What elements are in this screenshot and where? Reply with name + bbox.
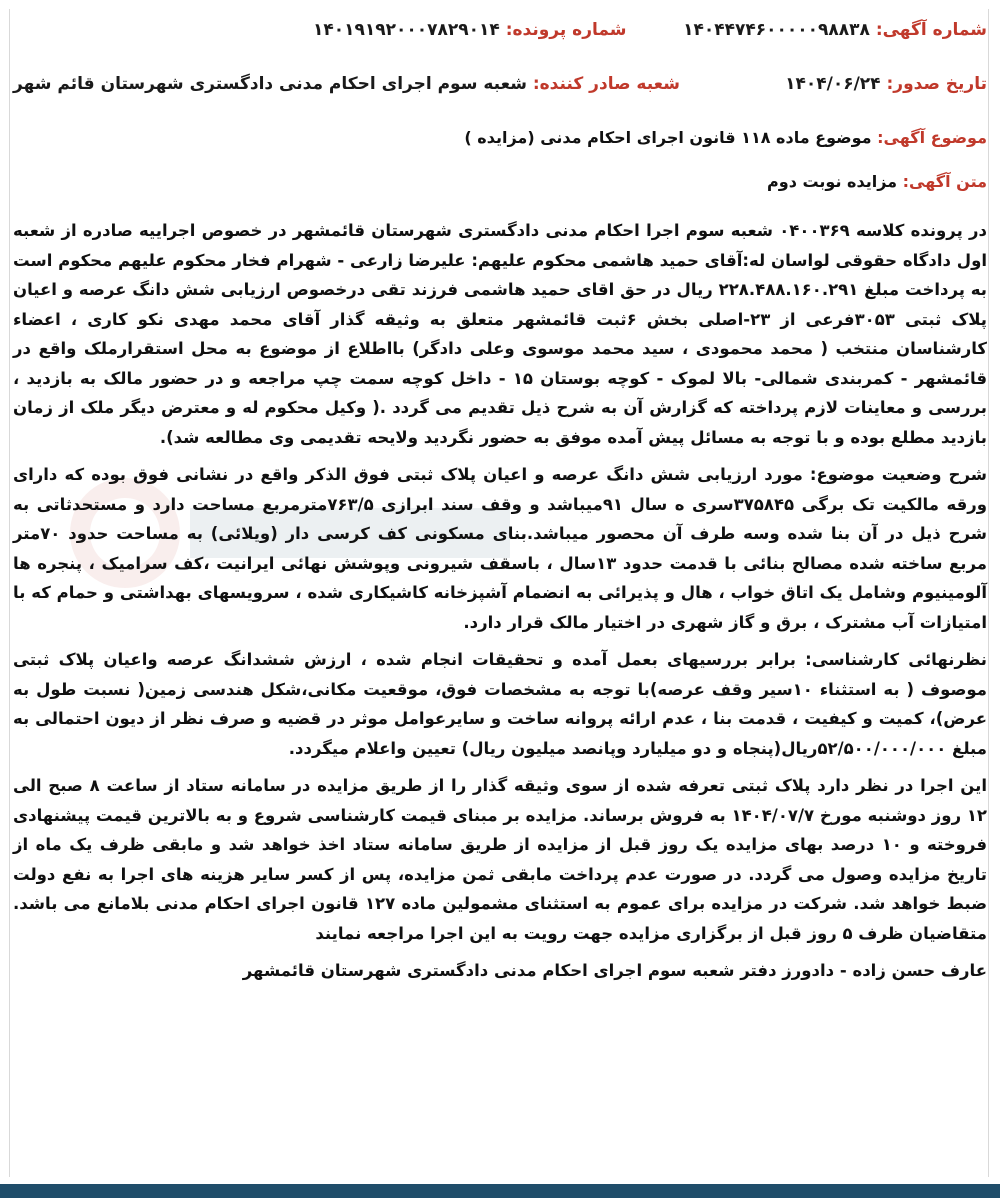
- signature-line: عارف حسن زاده - دادورز دفتر شعبه سوم اجرای احکام مدنی دادگستری شهرستان قائمشهر: [242, 961, 987, 980]
- paragraph-case: در پرونده کلاسه ۰۴۰۰۳۶۹ شعبه سوم اجرا احکام مدنی دادگستری شهرستان قائمشهر در خصوص اجراییه صادره از شعبه اول دادگاه حقوقی لواسان له:آقای حمید هاشمی محکوم علیهم: علیرضا زارعی - شهرام فخار محکوم علیهم محکوم است به پرداخت مبلغ ۲۲۸.۴۸۸.۱۶۰.۲۹۱ ریال در حق اقای حمید هاشمی فرزند تقی درخصوص ارزیابی شش دانگ عرصه و اعیان پلاک ثبتی ۳۰۵۳فرعی از ۲۳-اصلی بخش ۶ثبت قائمشهر متعلق به وثیقه گذار آقای محمد مهدی نکو کاری ، اعضاء کارشناسان منتخب ( محمد محمودی ، سید محمد موسوی وعلی دادگر) بااطلاع از موضوع به محل استقرارملک واقع در قائمشهر - کمربندی شمالی- بالا لموک - کوچه بوستان ۱۵ - داخل کوچه سمت چپ مراجعه و در حضور مالک به بازدید ، بررسی و معاینات لازم پرداخته که گزارش آن به شرح ذیل تقدیم می گردد .( وکیل محکوم له و معترض دیگر ملک از زمان بازدید مطلع بوده و با توجه به مسائل پیش آمده موفق به حضور نگردید ولایحه تقدیمی وی مطالعه شد).: [13, 221, 987, 447]
- ad-number-label: شماره آگهی:: [875, 20, 987, 40]
- paragraph-auction-terms: این اجرا در نظر دارد پلاک ثبتی تعرفه شده از سوی وثیقه گذار را از طریق مزایده در سامانه ستاد از ساعت ۸ صبح الی ۱۲ روز دوشنبه مورخ ۱۴۰۴/۰۷/۷ به فروش برساند. مزایده بر مبنای قیمت کارشناسی شروع و به بالاترین قیمت پیشنهادی فروخته و ۱۰ درصد بهای مزایده یک روز قبل از مزایده از طریق سامانه ستاد اخذ خواهد شد و مابقی ظرف یک ماه از تاریخ مزایده وصول می گردد. در صورت عدم پرداخت مابقی ثمن مزایده، پس از کسر سایر هزینه های اجرا به نفع دولت ضبط خواهد شد. شرکت در مزایده برای عموم به استثنای مشمولین ماده ۱۲۷ قانون اجرای احکام مدنی بلامانع می باشد. متقاضیان ظرف ۵ روز قبل از برگزاری مزایده جهت رویت به این اجرا مراجعه نمایند: [13, 776, 988, 943]
- case-number-label: شماره پرونده:: [505, 20, 627, 40]
- issuer-value: شعبه سوم اجرای احکام مدنی دادگستری شهرستان قائم شهر: [13, 74, 527, 94]
- body-title-label: متن آگهی:: [902, 172, 987, 191]
- ad-number-value: ۱۴۰۴۴۷۴۶۰۰۰۰۰۹۸۸۳۸: [683, 20, 870, 40]
- ad-number: [683, 20, 987, 40]
- footer-bar: [0, 1184, 1000, 1198]
- issue-date-value: ۱۴۰۴/۰۶/۲۴: [785, 74, 881, 94]
- header-row-2: [13, 74, 987, 102]
- subject-value: موضوع ماده ۱۱۸ قانون اجرای احکام مدنی (مزایده ): [464, 128, 872, 147]
- case-number-value: ۱۴۰۱۹۱۹۲۰۰۰۷۸۲۹۰۱۴: [313, 20, 500, 40]
- notice-content: [13, 20, 987, 985]
- issuer: [13, 74, 680, 94]
- issuer-label: شعبه صادر کننده:: [532, 74, 680, 94]
- case-number: [313, 20, 627, 40]
- paragraph-property-status: شرح وضعیت موضوع: مورد ارزیابی شش دانگ عرصه و اعیان پلاک ثبتی فوق الذکر واقع در نشانی فوق بوده که دارای ورقه مالکیت تک برگی ۳۷۵۸۴۵سری ه سال ۹۱میباشد و وقف سند ابرازی ۷۶۳/۵مترمربع مساحت دارد و مستحدثاتی به شرح ذیل در آن بنا شده وسه طرف آن محصور میباشد.بنای مسکونی کف کرسی دار (ویلائی) به مساحت حدود ۷۰متر مربع ساخته شده مصالح بنائی با قدمت حدود ۱۳سال ، باسقف شیرونی وپوشش نهائی ایرانیت ،کف سرامیک ، پنجره ها آلومینیوم وشامل یک اتاق خواب ، هال و پذیرائی به انضمام آشپزخانه کاشیکاری شده ، سرویسهای بهداشتی و حمام که با امتیازات آب مشترک ، برق و گاز شهری در اختیار مالک قرار دارد.: [13, 465, 988, 632]
- issue-date: [785, 74, 987, 94]
- paragraph-expert-opinion: نظرنهائی کارشناسی: برابر بررسیهای بعمل آمده و تحقیقات انجام شده ، ارزش ششدانگ عرصه واعیان پلاک ثبتی موصوف ( به استثناء ۱۰سیر وقف عرصه)با توجه به مشخصات فوق، موقعیت مکانی،شکل هندسی زمین( نسبت طول به عرض)، کمیت و کیفیت ، قدمت بنا ، عدم ارائه پروانه ساخت و سایرعوامل موثر در قضیه و صرف نظر از دیون احتمالی به مبلغ ۵۲/۵۰۰/۰۰۰/۰۰۰ریال(پنجاه و دو میلیارد وپانصد میلیون ریال) تعیین واعلام میگردد.: [13, 650, 987, 758]
- subject-line: [13, 128, 987, 154]
- header-row-1: [13, 20, 987, 48]
- body-title-line: [13, 172, 987, 198]
- body-title-value: مزایده نوبت دوم: [767, 172, 898, 191]
- issue-date-label: تاریخ صدور:: [886, 74, 987, 94]
- subject-label: موضوع آگهی:: [877, 128, 987, 147]
